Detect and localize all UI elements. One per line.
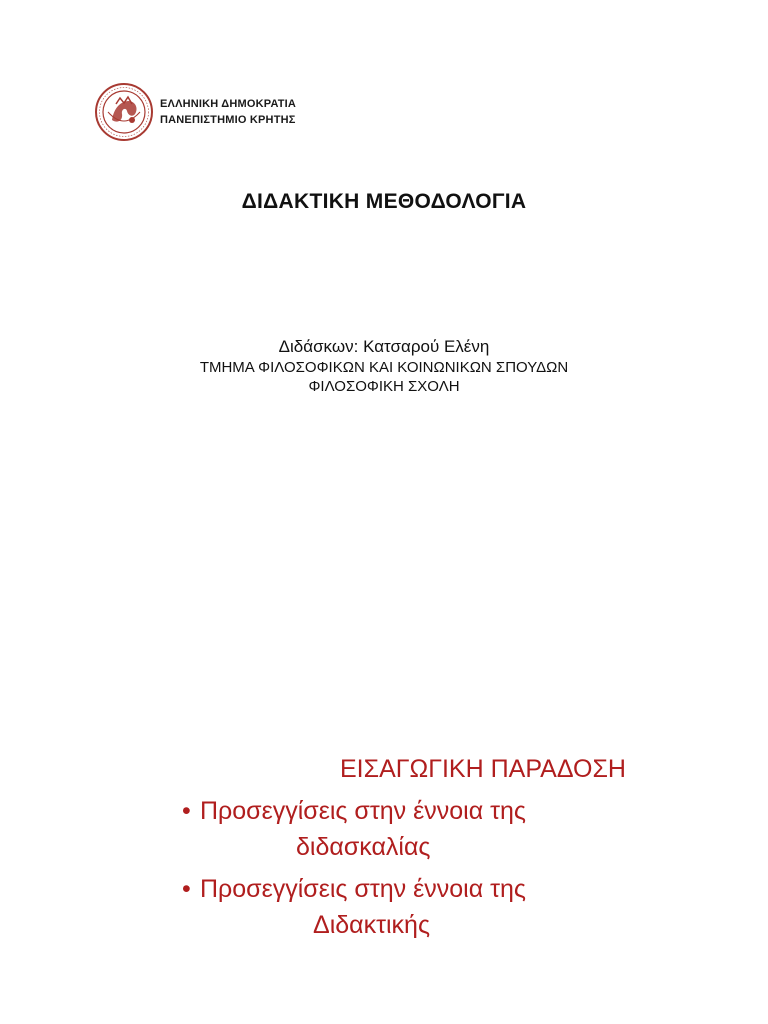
header-text: [160, 98, 296, 126]
lecture-title: ΕΙΣΑΓΩΓΙΚΗ ΠΑΡΑΔΟΣΗ: [340, 755, 626, 783]
instructor-block: [0, 336, 768, 396]
course-title: ΔΙΔΑΚΤΙΚΗ ΜΕΘΟΔΟΛΟΓΙΑ: [241, 190, 527, 213]
instructor-line: Διδάσκων: Κατσαρού Ελένη: [278, 337, 490, 356]
department-name: ΤΜΗΜΑ ΦΙΛΟΣΟΦΙΚΩΝ ΚΑΙ ΚΟΙΝΩΝΙΚΩΝ ΣΠΟΥΔΩΝ: [199, 359, 569, 376]
bullet-text: Προσεγγίσεις στην έννοια της: [200, 797, 526, 825]
university-name: ΠΑΝΕΠΙΣΤΗΜΙΟ ΚΡΗΤΗΣ: [160, 114, 296, 126]
bullet-continuation: Διδακτικής: [313, 911, 431, 939]
bullet-text: Προσεγγίσεις στην έννοια της: [200, 875, 526, 903]
bullet-item: [182, 794, 526, 828]
country-name: ΕΛΛΗΝΙΚΗ ΔΗΜΟΚΡΑΤΙΑ: [160, 98, 297, 110]
university-of-crete-seal-icon: [94, 82, 154, 142]
university-header: [94, 80, 296, 144]
bullet-continuation: διδασκαλίας: [296, 833, 431, 861]
bullet-dot: •: [182, 875, 191, 903]
bullet-item: [182, 872, 526, 906]
school-name: ΦΙΛΟΣΟΦΙΚΗ ΣΧΟΛΗ: [308, 378, 460, 395]
bullet-dot: •: [182, 797, 191, 825]
